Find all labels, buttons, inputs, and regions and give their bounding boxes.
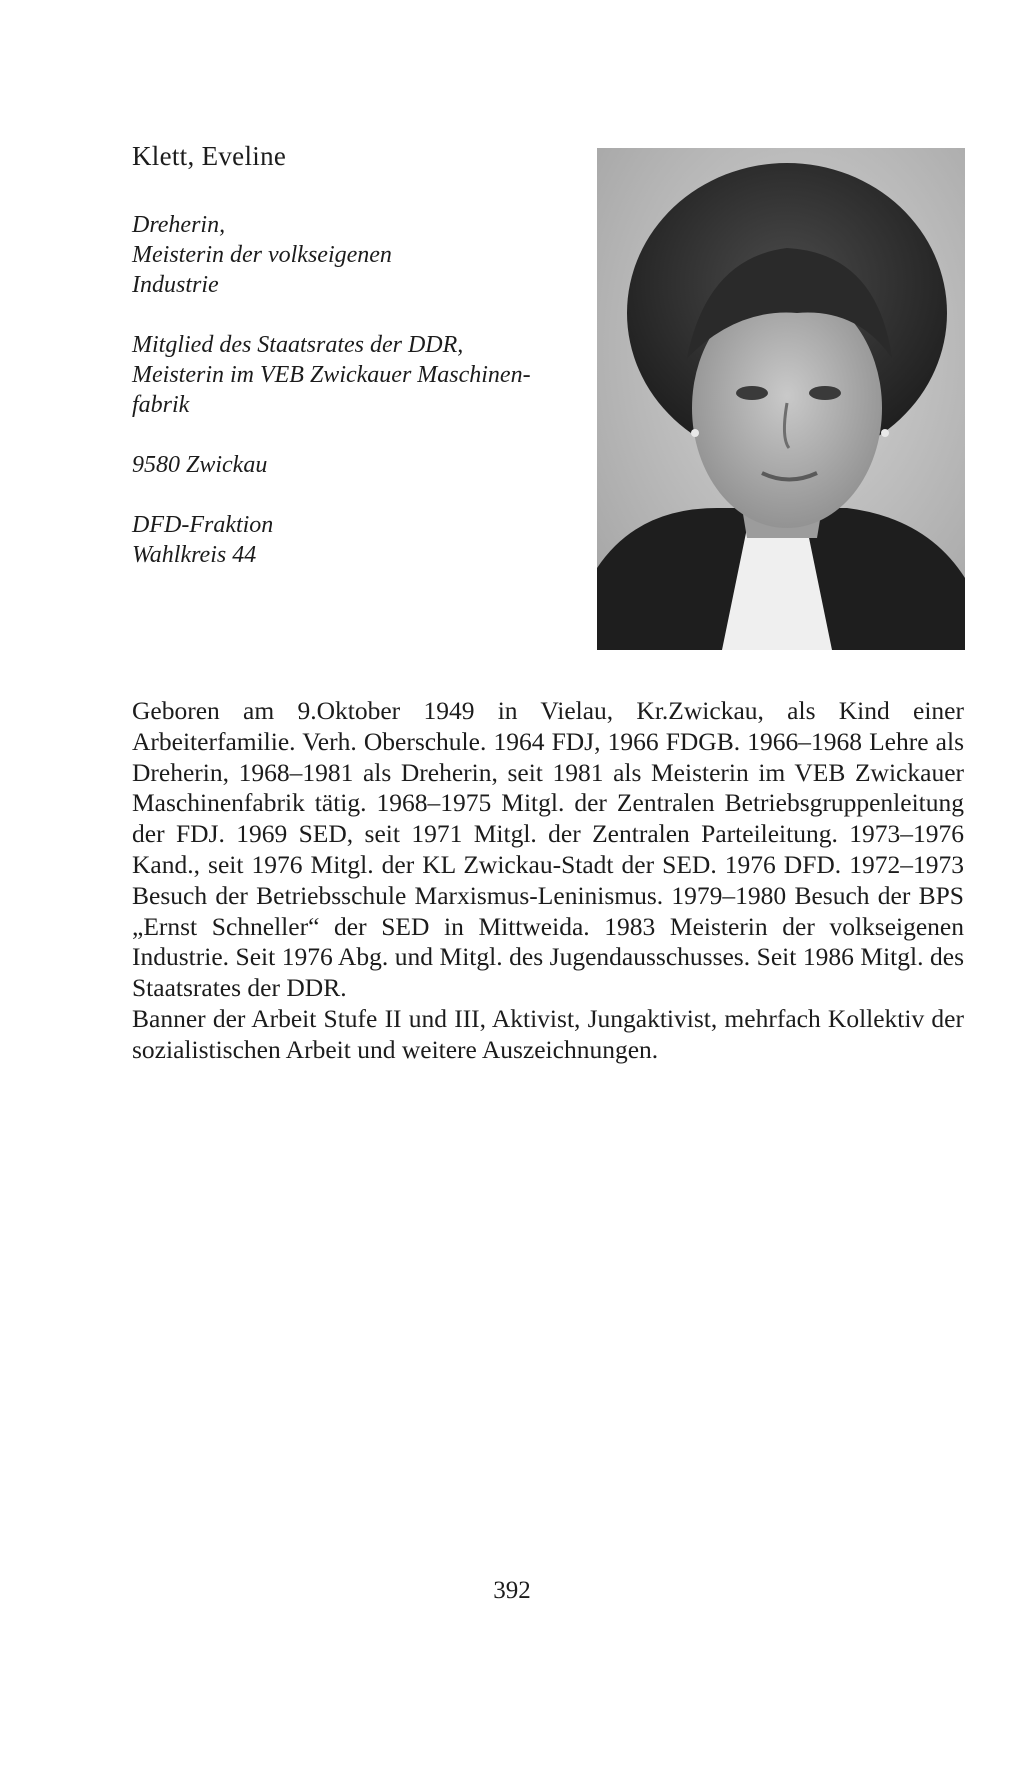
occupation-line: Industrie (132, 272, 219, 298)
occupation-line: Meisterin der volkseigenen (132, 242, 392, 268)
position-line: fabrik (132, 392, 190, 418)
portrait-photo (597, 148, 965, 650)
biography-paragraph: Geboren am 9.Oktober 1949 in Vielau, Kr.Zwickau, als Kind einer Arbeiterfamilie. Verh. Oberschule. 1964 FDJ, 1966 FDGB. 1966–1968 Lehre als Dreherin, 1968–1981 als Dreherin, seit 1981 als Meisterin im VEB Zwickauer Maschinenfabrik tätig. 1968–1975 Mitgl. der Zentralen Betriebsgruppenleitung der FDJ. 1969 SED, seit 1971 Mitgl. der Zentralen Parteileitung. 1973–1976 Kand., seit 1976 Mitgl. der KL Zwickau-Stadt der SED. 1976 DFD. 1972–1973 Besuch der Betriebsschule Marxismus-Leninismus. 1979–1980 Besuch der BPS „Ernst Schneller“ der SED in Mittweida. 1983 Meisterin der volkseigenen Industrie. Seit 1976 Abg. und Mitgl. des Jugendausschusses. Seit 1986 Mitgl. des Staatsrates der DDR. (132, 696, 964, 1003)
entry-name: Klett, Eveline (132, 141, 287, 171)
occupation-line: Dreherin, (132, 212, 226, 238)
biography (132, 696, 964, 1066)
location-line: 9580 Zwickau (132, 452, 268, 478)
position-line: Mitglied des Staatsrates der DDR, (132, 332, 464, 358)
faction-line: DFD-Fraktion (132, 512, 274, 538)
entry-info-block (132, 210, 602, 570)
page-number: 392 (493, 1577, 531, 1604)
awards-paragraph: Banner der Arbeit Stufe II und III, Aktivist, Jungaktivist, mehrfach Kollektiv der sozialistischen Arbeit und weitere Auszeichnungen. (132, 1003, 964, 1064)
constituency-line: Wahlkreis 44 (132, 542, 257, 568)
position-line: Meisterin im VEB Zwickauer Maschinen- (132, 362, 531, 388)
